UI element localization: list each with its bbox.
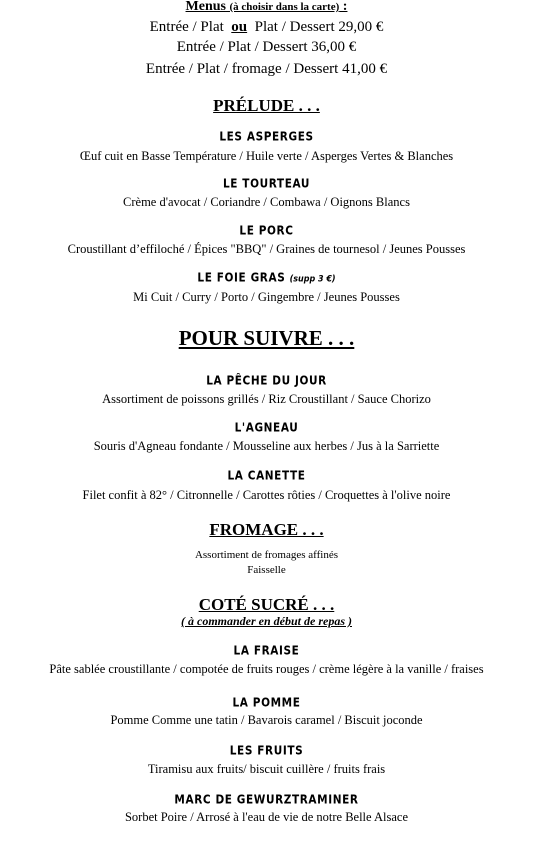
- section-title-fromage: FROMAGE . . .: [209, 520, 324, 539]
- dish-name: LA CANETTE: [227, 469, 306, 483]
- section-title-pour-suivre: POUR SUIVRE . . .: [178, 326, 355, 350]
- dish-description: Pomme Comme une tatin / Bavarois caramel / Biscuit joconde: [110, 713, 423, 727]
- dish-name: LE PORC: [239, 224, 294, 238]
- dish-description: Croustillant d’effiloché / Épices "BBQ" / Graines de tournesol / Jeunes Pousses: [67, 242, 466, 256]
- menus-title-note: (à choisir dans la carte): [229, 1, 340, 13]
- dish-name: LE TOURTEAU: [222, 177, 310, 191]
- dish-name: LA FRAISE: [233, 644, 300, 658]
- dish-description: Crème d'avocat / Coriandre / Combawa / Oignons Blancs: [123, 195, 410, 209]
- menus-title-colon: :: [339, 0, 348, 14]
- menu-option-a: Entrée / Plat: [149, 19, 224, 35]
- section-title-cote-sucre: COTÉ SUCRÉ . . .: [198, 595, 335, 614]
- dish-description: Pâte sablée croustillante / compotée de fruits rouges / crème légère à la vanille / fraises: [49, 662, 484, 676]
- dish-description: Mi Cuit / Curry / Porto / Gingembre / Jeunes Pousses: [133, 290, 400, 304]
- section-title-prelude: PRÉLUDE . . .: [213, 96, 320, 115]
- menus-title-text: Menus: [185, 0, 226, 14]
- menu-price-line-1: [0, 18, 533, 36]
- dish-name: MARC DE GEWURZTRAMINER: [174, 793, 359, 807]
- fromage-line-1: Assortiment de fromages affinés: [194, 549, 339, 561]
- dish-description: Souris d'Agneau fondante / Mousseline aux herbes / Jus à la Sarriette: [93, 439, 440, 453]
- dish-name: LA POMME: [232, 696, 301, 710]
- menu-option-b: Plat / Dessert 29,00 €: [254, 19, 384, 35]
- dessert-order-note: ( à commander en début de repas ): [181, 614, 352, 628]
- dish-name: LA PÊCHE DU JOUR: [206, 374, 327, 388]
- dish-name: LE FOIE GRAS: [197, 271, 286, 285]
- dish-name-foie-gras: [0, 270, 533, 287]
- dish-description: Tiramisu aux fruits/ biscuit cuillère / fruits frais: [147, 762, 386, 776]
- menu-price-line-2: Entrée / Plat / Dessert 36,00 €: [176, 39, 357, 55]
- dish-description: Assortiment de poissons grillés / Riz Croustillant / Sauce Chorizo: [102, 392, 431, 406]
- menu-option-or: ou: [231, 19, 248, 35]
- menus-title: [0, 0, 533, 14]
- dish-supplement: (supp 3 €): [289, 273, 336, 284]
- dish-name: LES ASPERGES: [219, 130, 314, 144]
- dish-name: L'AGNEAU: [234, 421, 299, 435]
- fromage-line-2: Faisselle: [247, 564, 286, 576]
- dish-description: Œuf cuit en Basse Température / Huile verte / Asperges Vertes & Blanches: [79, 149, 454, 163]
- dish-name: LES FRUITS: [229, 744, 304, 758]
- dish-description: Sorbet Poire / Arrosé à l'eau de vie de notre Belle Alsace: [124, 810, 409, 824]
- menu-price-line-3: Entrée / Plat / fromage / Dessert 41,00 €: [145, 61, 388, 77]
- dish-description: Filet confit à 82° / Citronnelle / Carottes rôties / Croquettes à l'olive noire: [82, 488, 451, 502]
